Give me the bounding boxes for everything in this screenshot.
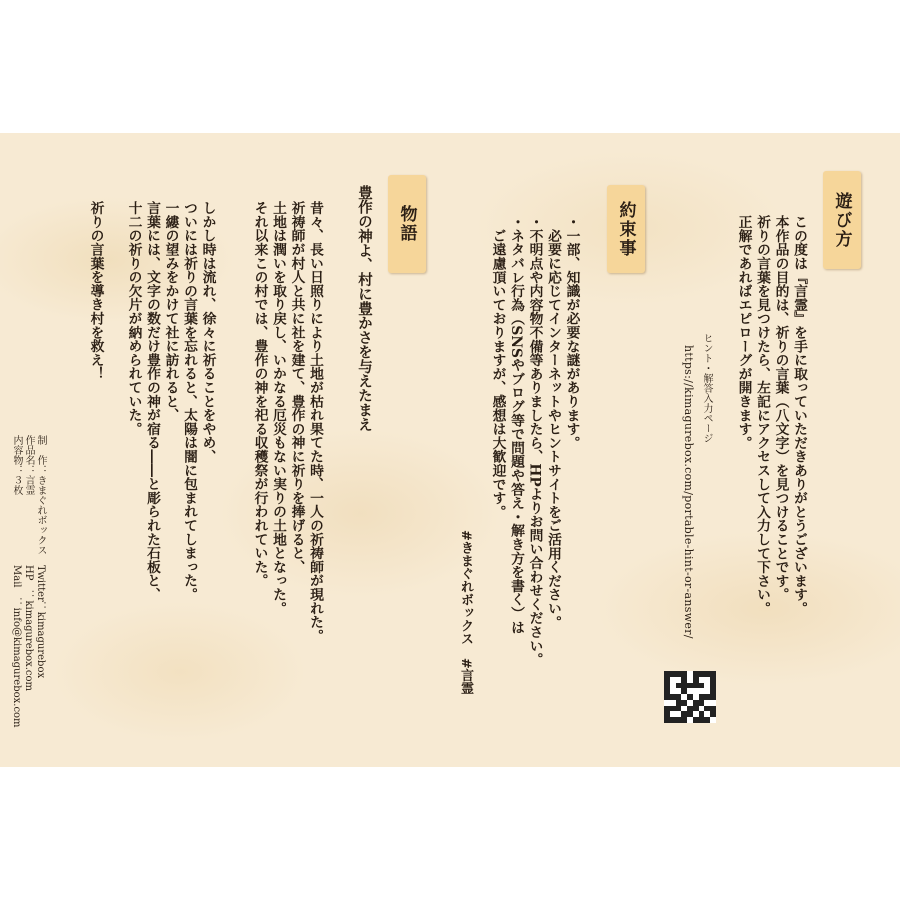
qr-code[interactable]	[664, 671, 716, 723]
rules-line: ・不明点や内容物不備等ありましたら、HPよりお問い合わせください。	[526, 215, 543, 667]
play-line: 正解であればエピローグが開きます。	[735, 215, 752, 450]
hint-url-link[interactable]: https://kimagurebox.com/portable-hint-or-answer/	[682, 345, 695, 639]
play-heading: 遊び方	[831, 191, 852, 249]
rules-heading: 約束事	[615, 200, 636, 258]
story-title: 豊作の神よ、村に豊かさを与えたまえ	[356, 185, 373, 432]
credit-line: 作品名：言霊 HP ：kimagurebox.com	[23, 435, 34, 692]
hint-label: ヒント・解答入力ページ	[701, 333, 712, 443]
story-line: 一縷の望みをかけて社に訪れると、	[162, 201, 179, 422]
rules-line: ・ネタバレ行為（SNSやブログ等で問題や答え・解き方を書く）は	[508, 215, 524, 634]
story-line: 祈祷師が村人と共に社を建て、豊作の神に祈りを捧げると、	[288, 201, 305, 574]
story-heading: 物語	[396, 205, 417, 243]
rules-line: 必要に応じてインターネットやヒントサイトをご活用ください。	[545, 215, 561, 629]
story-heading-box	[388, 175, 426, 273]
rules-text	[488, 215, 581, 666]
credit-line: 内容物：３枚 Mail ：info@kimagurebox.com	[11, 435, 22, 728]
story-para1	[250, 201, 324, 643]
story-line: しかし時は流れ、徐々に祈ることをやめ、	[199, 201, 216, 464]
rules-line: ・一部、知識が必要な謎があります。	[563, 215, 580, 450]
instruction-card	[0, 133, 900, 767]
story-line: 十二の祈りの欠片が納められていた。	[125, 201, 142, 436]
play-line: この度は『言霊』を手に取っていただきありがとうございます。	[791, 215, 807, 616]
play-heading-box	[823, 171, 861, 269]
story-para2	[124, 201, 217, 601]
credit-line: 制 作：きまぐれボックス Twitter：kimagurebox	[35, 435, 46, 679]
credits	[10, 435, 46, 728]
hashtags: #きまぐれボックス #言霊	[458, 530, 473, 695]
story-line: ついには祈りの言葉を忘れると、太陽は闇に包まれてしまった。	[181, 201, 197, 602]
story-closing: 祈りの言葉を導き村を救え！	[87, 201, 104, 381]
play-line: 本作品の目的は、祈りの言葉（八文字）を見つけることです。	[772, 215, 789, 602]
story-line: 土地は潤いを取り戻し、いかなる厄災もない実りの土地となった。	[270, 201, 286, 615]
story-line: それ以来この村では、豊作の神を祀る収穫祭が行われていた。	[251, 201, 268, 588]
play-line: 祈りの言葉を見つけたら、左記にアクセスして入力して下さい。	[754, 215, 770, 616]
story-line: 言葉には、文字の数だけ豊作の神が宿る――と彫られた石板と、	[144, 201, 160, 602]
rules-line: ご遠慮頂いておりますが、感想は大歓迎です。	[489, 215, 506, 519]
play-text	[734, 215, 808, 615]
story-line: 昔々、長い日照りにより土地が枯れ果てた時、一人の祈祷師が現れた。	[307, 201, 323, 643]
rules-heading-box	[607, 185, 645, 273]
